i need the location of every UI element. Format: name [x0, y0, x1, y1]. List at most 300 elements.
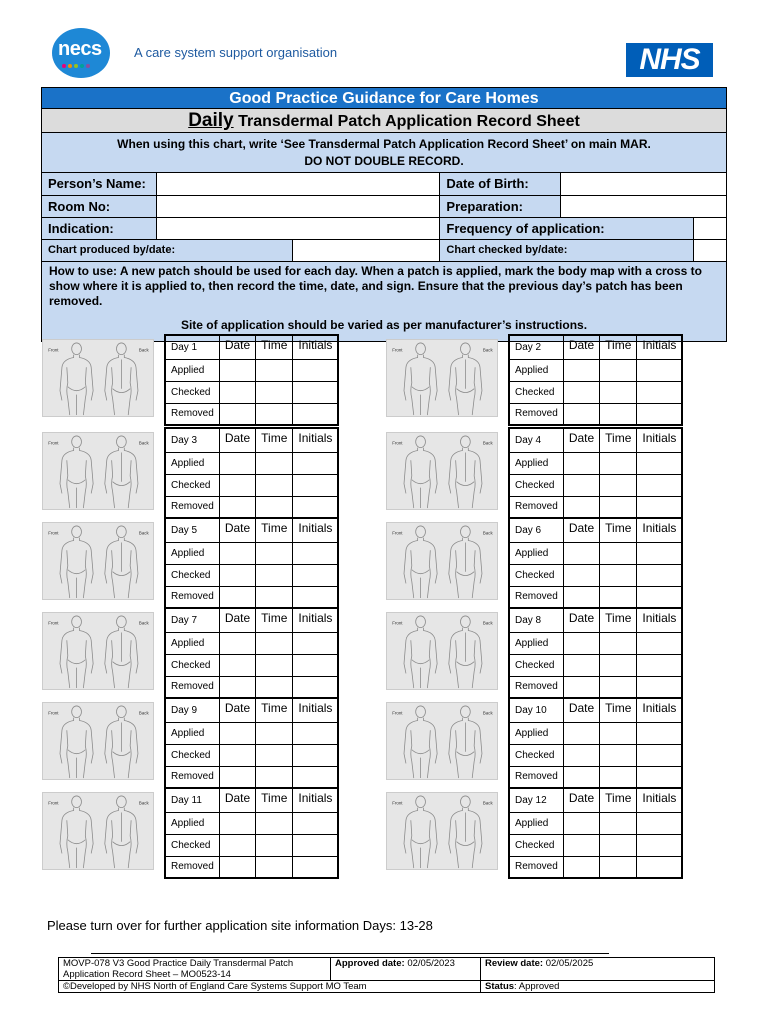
checked-label: Checked	[509, 654, 563, 676]
back-label: Back	[138, 440, 149, 446]
removed-initials-cell[interactable]	[293, 676, 339, 698]
removed-initials-cell[interactable]	[293, 766, 339, 788]
review-label: Review date:	[485, 958, 544, 969]
applied-initials-cell[interactable]	[637, 632, 683, 654]
removed-time-cell[interactable]	[600, 766, 637, 788]
mar-notice-line2: DO NOT DOUBLE RECORD.	[304, 154, 464, 168]
initials-header: Initials	[293, 608, 339, 632]
room-field[interactable]	[156, 195, 440, 217]
checked-date-cell[interactable]	[219, 654, 255, 676]
back-label: Back	[138, 800, 149, 806]
checked-label: Checked	[165, 654, 219, 676]
applied-label: Applied	[509, 359, 563, 381]
removed-initials-cell[interactable]	[637, 403, 683, 425]
indication-label: Indication:	[42, 217, 156, 239]
body-map[interactable]	[386, 612, 498, 690]
removed-date-cell[interactable]	[563, 496, 599, 518]
removed-date-cell[interactable]	[219, 676, 255, 698]
day-table	[508, 334, 683, 426]
checked-date-cell[interactable]	[563, 744, 599, 766]
back-label: Back	[482, 710, 493, 716]
date-header: Date	[563, 428, 599, 452]
checked-initials-cell[interactable]	[293, 474, 339, 496]
day-table	[164, 697, 339, 789]
body-map-icon	[387, 703, 497, 779]
footer-review	[481, 958, 715, 981]
front-label: Front	[48, 800, 59, 806]
footer-status	[481, 981, 715, 993]
necs-dot	[74, 64, 78, 68]
applied-initials-cell[interactable]	[293, 632, 339, 654]
removed-time-cell[interactable]	[256, 856, 293, 878]
dob-label: Date of Birth:	[440, 173, 561, 195]
body-map[interactable]	[42, 612, 154, 690]
checked-label: Checked	[165, 564, 219, 586]
date-header: Date	[563, 335, 599, 359]
time-header: Time	[600, 335, 637, 359]
checked-label: Checked	[165, 744, 219, 766]
body-map[interactable]	[42, 702, 154, 780]
day-label: Day 11	[165, 788, 219, 812]
applied-time-cell[interactable]	[600, 359, 637, 381]
checked-label: Checked	[509, 564, 563, 586]
produced-label: Chart produced by/date:	[42, 239, 293, 261]
approved-date: 02/05/2023	[404, 958, 455, 969]
removed-initials-cell[interactable]	[293, 586, 339, 608]
checked-label: Checked	[509, 744, 563, 766]
removed-label: Removed	[165, 403, 219, 425]
checked-date-cell[interactable]	[219, 474, 255, 496]
date-header: Date	[219, 608, 255, 632]
checked-field[interactable]	[693, 239, 726, 261]
document-footer	[58, 957, 715, 993]
checked-time-cell[interactable]	[256, 564, 293, 586]
checked-time-cell[interactable]	[600, 381, 637, 403]
applied-date-cell[interactable]	[563, 722, 599, 744]
applied-date-cell[interactable]	[219, 812, 255, 834]
body-map[interactable]	[386, 702, 498, 780]
day-table	[164, 427, 339, 519]
checked-initials-cell[interactable]	[637, 381, 683, 403]
removed-time-cell[interactable]	[256, 403, 293, 425]
day-table	[508, 787, 683, 879]
removed-initials-cell[interactable]	[293, 496, 339, 518]
day-label: Day 10	[509, 698, 563, 722]
front-label: Front	[392, 710, 403, 716]
applied-initials-cell[interactable]	[293, 812, 339, 834]
necs-dot	[80, 64, 84, 68]
body-map[interactable]	[386, 522, 498, 600]
necs-logo	[52, 28, 338, 78]
front-label: Front	[48, 440, 59, 446]
footer-approved	[331, 958, 481, 981]
back-label: Back	[482, 440, 493, 446]
day-table	[508, 697, 683, 789]
initials-header: Initials	[637, 608, 683, 632]
applied-time-cell[interactable]	[256, 359, 293, 381]
checked-label: Checked	[509, 381, 563, 403]
applied-date-cell[interactable]	[563, 542, 599, 564]
removed-label: Removed	[509, 586, 563, 608]
mar-notice	[42, 133, 726, 173]
applied-time-cell[interactable]	[256, 722, 293, 744]
checked-initials-cell[interactable]	[637, 564, 683, 586]
checked-time-cell[interactable]	[256, 834, 293, 856]
time-header: Time	[256, 518, 293, 542]
day-table	[164, 334, 339, 426]
body-map[interactable]	[386, 339, 498, 417]
checked-date-cell[interactable]	[563, 654, 599, 676]
day-table	[164, 607, 339, 699]
time-header: Time	[600, 518, 637, 542]
day-label: Day 1	[165, 335, 219, 359]
applied-date-cell[interactable]	[563, 632, 599, 654]
applied-initials-cell[interactable]	[637, 452, 683, 474]
footer-doc-ref	[59, 958, 331, 981]
checked-initials-cell[interactable]	[637, 834, 683, 856]
applied-time-cell[interactable]	[256, 452, 293, 474]
day-label: Day 6	[509, 518, 563, 542]
day-table	[508, 517, 683, 609]
patient-info-table	[42, 173, 726, 262]
front-label: Front	[48, 620, 59, 626]
applied-date-cell[interactable]	[219, 722, 255, 744]
time-header: Time	[256, 428, 293, 452]
date-header: Date	[563, 698, 599, 722]
day-table	[164, 517, 339, 609]
tagline: A care system support organisation	[134, 45, 338, 60]
checked-date-cell[interactable]	[219, 744, 255, 766]
mar-notice-line1: When using this chart, write ‘See Transdermal Patch Application Record Sheet’ on main MAR.	[117, 137, 651, 151]
removed-time-cell[interactable]	[256, 496, 293, 518]
applied-date-cell[interactable]	[563, 812, 599, 834]
initials-header: Initials	[293, 698, 339, 722]
removed-initials-cell[interactable]	[637, 856, 683, 878]
removed-label: Removed	[509, 403, 563, 425]
checked-label: Chart checked by/date:	[440, 239, 693, 261]
body-map-icon	[43, 703, 153, 779]
applied-initials-cell[interactable]	[637, 812, 683, 834]
initials-header: Initials	[293, 788, 339, 812]
body-map[interactable]	[42, 792, 154, 870]
day-label: Day 9	[165, 698, 219, 722]
checked-time-cell[interactable]	[600, 654, 637, 676]
applied-time-cell[interactable]	[256, 812, 293, 834]
body-map-icon	[43, 523, 153, 599]
header-form	[41, 87, 727, 342]
date-header: Date	[219, 335, 255, 359]
applied-label: Applied	[509, 632, 563, 654]
initials-header: Initials	[637, 698, 683, 722]
initials-header: Initials	[637, 788, 683, 812]
checked-date-cell[interactable]	[219, 381, 255, 403]
body-map[interactable]	[42, 522, 154, 600]
name-label: Person’s Name:	[42, 173, 156, 195]
applied-initials-cell[interactable]	[637, 359, 683, 381]
front-label: Front	[48, 710, 59, 716]
checked-label: Checked	[165, 834, 219, 856]
date-header: Date	[219, 428, 255, 452]
applied-time-cell[interactable]	[600, 542, 637, 564]
time-header: Time	[256, 335, 293, 359]
necs-logo-dots	[62, 64, 90, 68]
applied-time-cell[interactable]	[600, 452, 637, 474]
checked-time-cell[interactable]	[600, 474, 637, 496]
applied-label: Applied	[509, 542, 563, 564]
room-label: Room No:	[42, 195, 156, 217]
checked-label: Checked	[509, 474, 563, 496]
applied-time-cell[interactable]	[256, 542, 293, 564]
checked-label: Checked	[165, 474, 219, 496]
how-to-use-text: How to use: A new patch should be used for each day. When a patch is applied, mark the body map with a cross to show where it is applied to, then record the time, date, and sign. Ensure that the previous day’s patch has been removed.	[49, 263, 702, 308]
date-header: Date	[563, 518, 599, 542]
preparation-field[interactable]	[561, 195, 726, 217]
applied-initials-cell[interactable]	[293, 542, 339, 564]
body-map-icon	[387, 340, 497, 416]
applied-date-cell[interactable]	[563, 452, 599, 474]
status-value: : Approved	[514, 981, 560, 992]
checked-time-cell[interactable]	[256, 654, 293, 676]
removed-date-cell[interactable]	[219, 403, 255, 425]
applied-initials-cell[interactable]	[293, 452, 339, 474]
back-label: Back	[482, 530, 493, 536]
back-label: Back	[138, 620, 149, 626]
applied-initials-cell[interactable]	[637, 542, 683, 564]
necs-dot	[86, 64, 90, 68]
time-header: Time	[600, 698, 637, 722]
checked-time-cell[interactable]	[600, 744, 637, 766]
checked-initials-cell[interactable]	[293, 834, 339, 856]
time-header: Time	[256, 698, 293, 722]
removed-date-cell[interactable]	[563, 403, 599, 425]
how-to-use	[42, 262, 726, 341]
day-label: Day 7	[165, 608, 219, 632]
front-label: Front	[48, 530, 59, 536]
applied-label: Applied	[165, 542, 219, 564]
approved-label: Approved date:	[335, 958, 405, 969]
front-label: Front	[392, 347, 403, 353]
date-header: Date	[563, 788, 599, 812]
removed-time-cell[interactable]	[600, 676, 637, 698]
removed-initials-cell[interactable]	[293, 403, 339, 425]
day-label: Day 2	[509, 335, 563, 359]
necs-dot	[62, 64, 66, 68]
applied-label: Applied	[509, 722, 563, 744]
removed-time-cell[interactable]	[256, 586, 293, 608]
review-date: 02/05/2025	[543, 958, 594, 969]
back-label: Back	[482, 347, 493, 353]
body-map-icon	[387, 793, 497, 869]
footer-divider	[91, 953, 609, 954]
footer-doc-line1: MOVP-078 V3 Good Practice Daily Transdermal Patch	[63, 958, 294, 969]
indication-field[interactable]	[156, 217, 440, 239]
removed-initials-cell[interactable]	[637, 496, 683, 518]
body-map[interactable]	[386, 792, 498, 870]
checked-initials-cell[interactable]	[293, 654, 339, 676]
checked-label: Checked	[509, 834, 563, 856]
day-label: Day 4	[509, 428, 563, 452]
body-map-icon	[387, 523, 497, 599]
day-label: Day 3	[165, 428, 219, 452]
removed-date-cell[interactable]	[563, 856, 599, 878]
body-map-icon	[387, 613, 497, 689]
front-label: Front	[48, 347, 59, 353]
day-table	[508, 607, 683, 699]
sheet-title	[42, 109, 726, 133]
date-header: Date	[219, 788, 255, 812]
day-table	[164, 787, 339, 879]
sheet-title-daily: Daily	[188, 110, 234, 131]
back-label: Back	[482, 800, 493, 806]
initials-header: Initials	[293, 335, 339, 359]
checked-time-cell[interactable]	[256, 474, 293, 496]
body-map[interactable]	[42, 339, 154, 417]
removed-date-cell[interactable]	[563, 766, 599, 788]
removed-date-cell[interactable]	[219, 496, 255, 518]
status-label: Status	[485, 981, 515, 992]
checked-date-cell[interactable]	[219, 564, 255, 586]
necs-dot	[68, 64, 72, 68]
removed-label: Removed	[165, 586, 219, 608]
removed-label: Removed	[165, 676, 219, 698]
applied-time-cell[interactable]	[600, 722, 637, 744]
removed-time-cell[interactable]	[256, 766, 293, 788]
page-title: Good Practice Guidance for Care Homes	[42, 88, 726, 109]
footer-doc-line2: Application Record Sheet – MO0523-14	[63, 969, 231, 980]
removed-label: Removed	[509, 766, 563, 788]
frequency-field[interactable]	[693, 217, 726, 239]
checked-time-cell[interactable]	[256, 381, 293, 403]
applied-initials-cell[interactable]	[637, 722, 683, 744]
removed-time-cell[interactable]	[600, 496, 637, 518]
removed-date-cell[interactable]	[563, 586, 599, 608]
checked-date-cell[interactable]	[563, 564, 599, 586]
removed-label: Removed	[509, 496, 563, 518]
removed-time-cell[interactable]	[256, 676, 293, 698]
applied-time-cell[interactable]	[256, 632, 293, 654]
checked-time-cell[interactable]	[256, 744, 293, 766]
frequency-label: Frequency of application:	[440, 217, 693, 239]
applied-date-cell[interactable]	[219, 542, 255, 564]
removed-date-cell[interactable]	[219, 586, 255, 608]
produced-field[interactable]	[293, 239, 440, 261]
day-label: Day 8	[509, 608, 563, 632]
day-label: Day 12	[509, 788, 563, 812]
initials-header: Initials	[637, 428, 683, 452]
front-label: Front	[392, 800, 403, 806]
applied-date-cell[interactable]	[219, 632, 255, 654]
applied-label: Applied	[165, 812, 219, 834]
footer-developed: ©Developed by NHS North of England Care Systems Support MO Team	[59, 981, 481, 993]
checked-initials-cell[interactable]	[293, 381, 339, 403]
back-label: Back	[138, 347, 149, 353]
checked-date-cell[interactable]	[563, 474, 599, 496]
removed-label: Removed	[165, 856, 219, 878]
applied-date-cell[interactable]	[219, 359, 255, 381]
removed-initials-cell[interactable]	[637, 586, 683, 608]
body-map-icon	[43, 340, 153, 416]
site-variation-note: Site of application should be varied as per manufacturer’s instructions.	[180, 317, 588, 332]
back-label: Back	[138, 530, 149, 536]
body-map-icon	[43, 613, 153, 689]
checked-initials-cell[interactable]	[637, 474, 683, 496]
applied-initials-cell[interactable]	[293, 722, 339, 744]
applied-label: Applied	[165, 359, 219, 381]
checked-initials-cell[interactable]	[293, 744, 339, 766]
body-map-icon	[43, 793, 153, 869]
checked-label: Checked	[165, 381, 219, 403]
applied-date-cell[interactable]	[219, 452, 255, 474]
checked-date-cell[interactable]	[563, 834, 599, 856]
time-header: Time	[600, 608, 637, 632]
time-header: Time	[256, 608, 293, 632]
removed-label: Removed	[509, 676, 563, 698]
applied-time-cell[interactable]	[600, 812, 637, 834]
body-map[interactable]	[386, 432, 498, 510]
body-map-icon	[43, 433, 153, 509]
day-table	[508, 427, 683, 519]
removed-time-cell[interactable]	[600, 856, 637, 878]
sheet-title-rest: Transdermal Patch Application Record Sheet	[233, 113, 580, 130]
turn-over-note: Please turn over for further application site information Days: 13-28	[47, 918, 433, 933]
applied-label: Applied	[165, 452, 219, 474]
applied-label: Applied	[509, 452, 563, 474]
removed-initials-cell[interactable]	[637, 676, 683, 698]
back-label: Back	[138, 710, 149, 716]
date-header: Date	[219, 698, 255, 722]
applied-label: Applied	[165, 722, 219, 744]
checked-time-cell[interactable]	[600, 834, 637, 856]
applied-time-cell[interactable]	[600, 632, 637, 654]
time-header: Time	[256, 788, 293, 812]
body-map-icon	[387, 433, 497, 509]
removed-label: Removed	[165, 496, 219, 518]
applied-label: Applied	[165, 632, 219, 654]
front-label: Front	[392, 620, 403, 626]
removed-date-cell[interactable]	[563, 676, 599, 698]
body-map[interactable]	[42, 432, 154, 510]
dob-field[interactable]	[561, 173, 726, 195]
removed-label: Removed	[509, 856, 563, 878]
time-header: Time	[600, 788, 637, 812]
removed-label: Removed	[165, 766, 219, 788]
removed-date-cell[interactable]	[219, 856, 255, 878]
name-field[interactable]	[156, 173, 440, 195]
back-label: Back	[482, 620, 493, 626]
removed-date-cell[interactable]	[219, 766, 255, 788]
checked-date-cell[interactable]	[563, 381, 599, 403]
applied-date-cell[interactable]	[563, 359, 599, 381]
checked-initials-cell[interactable]	[637, 744, 683, 766]
initials-header: Initials	[637, 518, 683, 542]
time-header: Time	[600, 428, 637, 452]
initials-header: Initials	[293, 518, 339, 542]
checked-initials-cell[interactable]	[293, 564, 339, 586]
applied-label: Applied	[509, 812, 563, 834]
removed-initials-cell[interactable]	[637, 766, 683, 788]
removed-time-cell[interactable]	[600, 586, 637, 608]
day-label: Day 5	[165, 518, 219, 542]
checked-initials-cell[interactable]	[637, 654, 683, 676]
checked-date-cell[interactable]	[219, 834, 255, 856]
applied-initials-cell[interactable]	[293, 359, 339, 381]
removed-time-cell[interactable]	[600, 403, 637, 425]
removed-initials-cell[interactable]	[293, 856, 339, 878]
necs-logo-text: necs	[58, 38, 102, 60]
date-header: Date	[563, 608, 599, 632]
front-label: Front	[392, 440, 403, 446]
checked-time-cell[interactable]	[600, 564, 637, 586]
